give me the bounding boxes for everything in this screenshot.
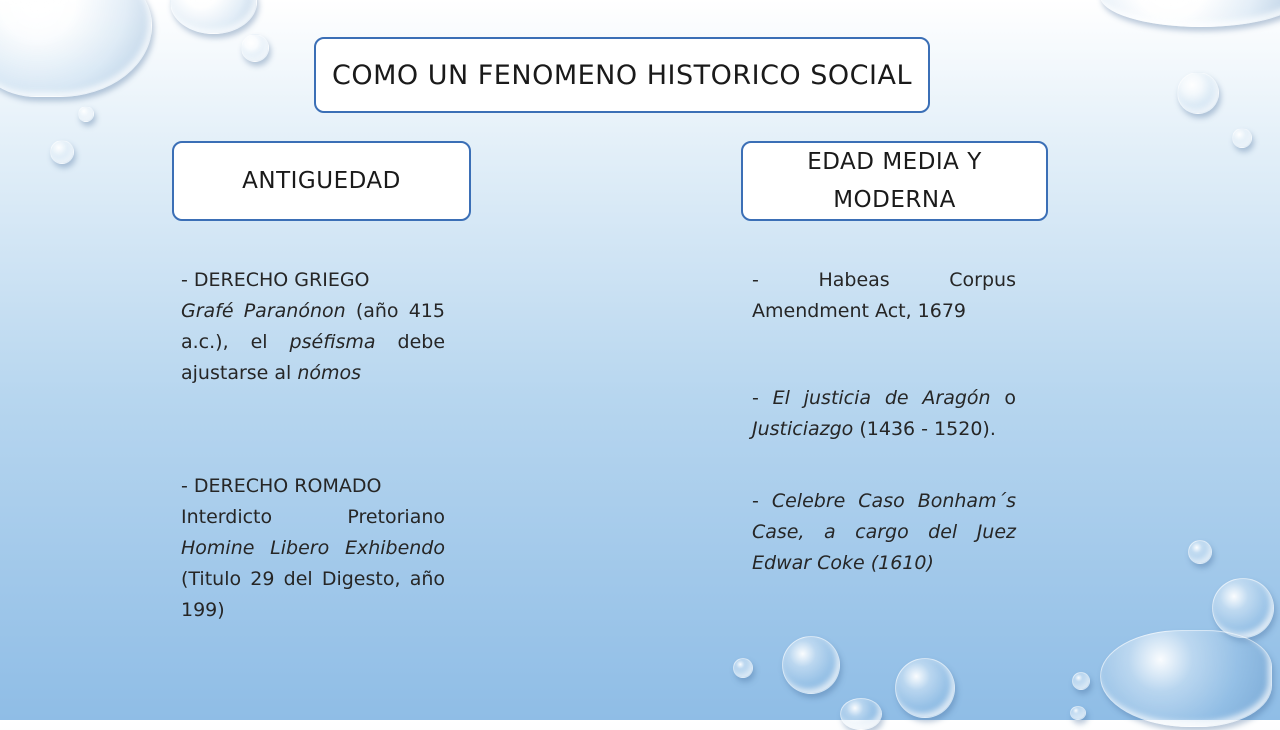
water-drop-decoration bbox=[1100, 0, 1280, 27]
water-drop-decoration bbox=[0, 0, 152, 97]
justiciazgo-dates: (1436 - 1520). bbox=[853, 418, 996, 440]
derecho-romano-heading: - DERECHO ROMADO bbox=[181, 475, 382, 497]
justicia-aragon-term: El justicia de Aragón bbox=[772, 387, 991, 409]
slide-title-box bbox=[314, 37, 930, 113]
water-drop-decoration bbox=[895, 658, 955, 718]
habeas-corpus-item: - Habeas Corpus Amendment Act, 1679 bbox=[752, 269, 1016, 322]
justicia-aragon-item bbox=[752, 383, 1016, 445]
derecho-griego-text: (año 415 a.c.), el bbox=[181, 300, 445, 353]
derecho-griego-block bbox=[181, 265, 445, 389]
water-drop-decoration bbox=[1232, 128, 1252, 148]
spacer bbox=[752, 327, 1016, 383]
item-dash: - bbox=[752, 490, 772, 512]
water-drop-decoration bbox=[1177, 72, 1219, 114]
water-drop-decoration bbox=[733, 658, 753, 678]
item-connector: o bbox=[990, 387, 1016, 409]
water-drop-decoration bbox=[1212, 578, 1274, 638]
homine-libero-term: Homine Libero Exhibendo bbox=[181, 537, 445, 559]
spacer bbox=[752, 445, 1016, 486]
slide-title: COMO UN FENOMENO HISTORICO SOCIAL bbox=[332, 59, 912, 91]
water-drop-decoration bbox=[1100, 630, 1272, 727]
nomos-term: nómos bbox=[297, 362, 362, 384]
water-drop-decoration bbox=[1070, 706, 1086, 720]
derecho-griego-text-2: debe ajustarse al bbox=[181, 331, 446, 384]
antiguedad-heading-box bbox=[172, 141, 471, 221]
item-dash: - bbox=[752, 387, 773, 409]
antiguedad-heading: ANTIGUEDAD bbox=[242, 168, 401, 194]
bonham-case-item bbox=[752, 486, 1016, 579]
digesto-text: (Titulo 29 del Digesto, año 199) bbox=[181, 568, 445, 621]
edad-media-heading: EDAD MEDIA Y MODERNA bbox=[807, 149, 982, 213]
derecho-griego-heading: - DERECHO GRIEGO bbox=[181, 269, 370, 291]
water-drop-decoration bbox=[241, 34, 269, 62]
water-drop-decoration bbox=[782, 636, 840, 694]
water-drop-decoration bbox=[170, 0, 257, 34]
edad-media-heading-box bbox=[741, 141, 1048, 221]
derecho-romano-block bbox=[181, 471, 445, 626]
water-drop-decoration bbox=[50, 140, 74, 164]
bonham-case-text: Celebre Caso Bonham´s Case, a cargo del Juez Edwar Coke (1610) bbox=[752, 490, 1016, 574]
edad-media-content bbox=[752, 265, 1016, 579]
justiciazgo-term: Justiciazgo bbox=[752, 418, 854, 440]
water-drop-decoration bbox=[1072, 672, 1090, 690]
grafe-paranonon-term: Grafé Paranónon bbox=[181, 300, 346, 322]
water-drop-decoration bbox=[78, 106, 94, 122]
water-drop-decoration bbox=[1188, 540, 1212, 564]
psefisma-term: pséfisma bbox=[289, 331, 376, 353]
spacer bbox=[181, 389, 445, 471]
water-drop-decoration bbox=[840, 698, 882, 730]
antiguedad-content bbox=[181, 265, 445, 626]
interdicto-text: Interdicto Pretoriano bbox=[181, 506, 445, 528]
